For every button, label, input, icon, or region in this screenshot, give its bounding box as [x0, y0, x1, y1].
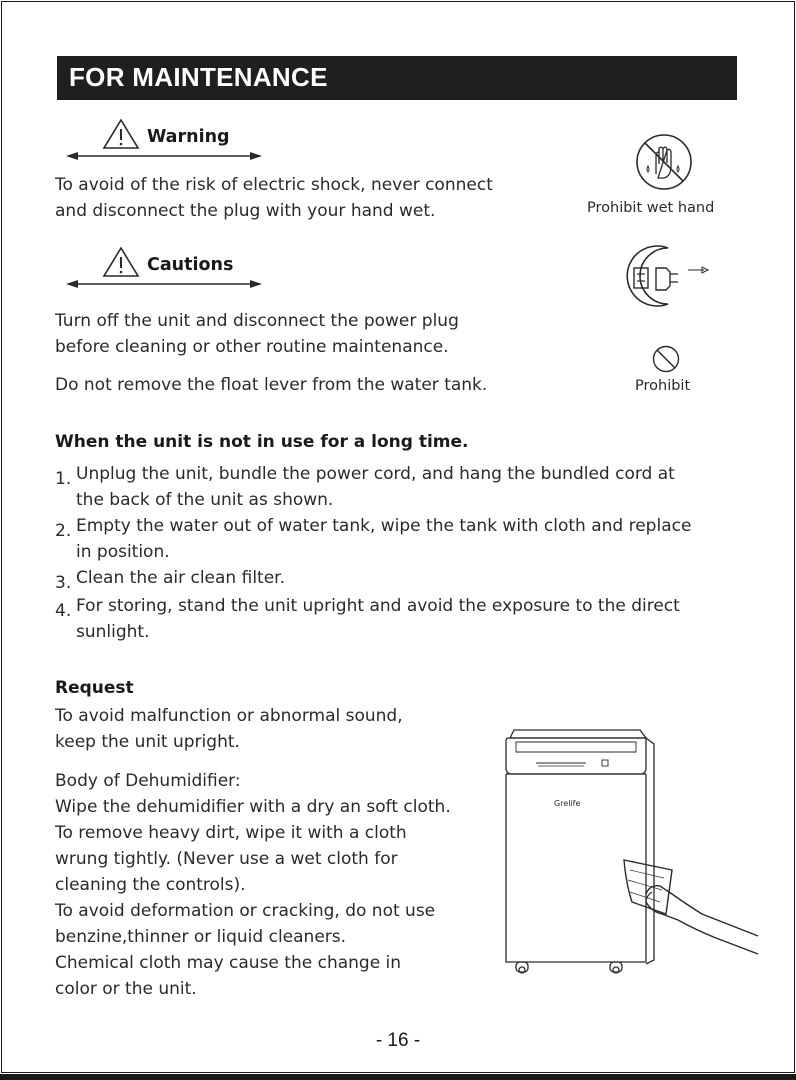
storage-item-3-line-1: Clean the air clean filter. — [76, 568, 285, 588]
unplug-icon — [622, 242, 712, 310]
dehumidifier-cleaning-illustration — [496, 724, 766, 984]
request-line-1: To avoid malfunction or abnormal sound, — [55, 706, 403, 726]
warning-heading — [66, 118, 266, 166]
storage-item-1-line-1: Unplug the unit, bundle the power cord, and hang the bundled cord at — [76, 464, 675, 484]
brand-logo: Grelife — [554, 799, 581, 808]
body-line-8: Chemical cloth may cause the change in — [55, 953, 402, 973]
body-line-7: benzine,thinner or liquid cleaners. — [55, 927, 347, 947]
prohibit-icon — [651, 344, 681, 374]
request-line-2: keep the unit upright. — [55, 732, 240, 752]
page-number: - 16 - — [375, 1030, 421, 1051]
bottom-border — [0, 1074, 796, 1080]
body-line-6: To avoid deformation or cracking, do not use — [55, 901, 436, 921]
body-line-1: Body of Dehumidifier: — [55, 771, 241, 791]
body-line-9: color or the unit. — [55, 979, 197, 999]
prohibit-wet-hand-icon — [634, 132, 694, 192]
item-number: 3. — [55, 573, 72, 593]
storage-item-1-line-2: the back of the unit as shown. — [76, 490, 334, 510]
storage-item-2-line-2: in position. — [76, 542, 170, 562]
warning-line-1: To avoid of the risk of electric shock, never connect — [55, 175, 493, 195]
item-number: 1. — [55, 469, 72, 489]
body-line-5: cleaning the controls). — [55, 875, 246, 895]
section-title-bar — [57, 56, 737, 100]
item-number: 2. — [55, 521, 72, 541]
item-number: 4. — [55, 601, 72, 621]
cautions-line-2: before cleaning or other routine maintenance. — [55, 337, 449, 357]
body-line-3: To remove heavy dirt, wipe it with a cloth — [55, 823, 407, 843]
warning-line-2: and disconnect the plug with your hand wet. — [55, 201, 436, 221]
warning-label: Warning — [147, 127, 230, 147]
storage-heading: When the unit is not in use for a long time. — [55, 432, 469, 452]
storage-item-2-line-1: Empty the water out of water tank, wipe the tank with cloth and replace — [76, 516, 692, 536]
cautions-heading — [66, 246, 266, 294]
storage-item-4-line-1: For storing, stand the unit upright and avoid the exposure to the direct — [76, 596, 680, 616]
prohibit-wet-hand-caption: Prohibit wet hand — [587, 200, 715, 216]
storage-item-4-line-2: sunlight. — [76, 622, 150, 642]
body-line-4: wrung tightly. (Never use a wet cloth for — [55, 849, 398, 869]
prohibit-caption: Prohibit — [635, 378, 691, 394]
cautions-line-1: Turn off the unit and disconnect the power plug — [55, 311, 459, 331]
cautions-label: Cautions — [147, 255, 234, 275]
page-title: FOR MAINTENANCE — [69, 62, 328, 92]
body-line-2: Wipe the dehumidifier with a dry an soft cloth. — [55, 797, 451, 817]
float-lever-line: Do not remove the float lever from the water tank. — [55, 375, 488, 395]
request-heading: Request — [55, 678, 134, 698]
